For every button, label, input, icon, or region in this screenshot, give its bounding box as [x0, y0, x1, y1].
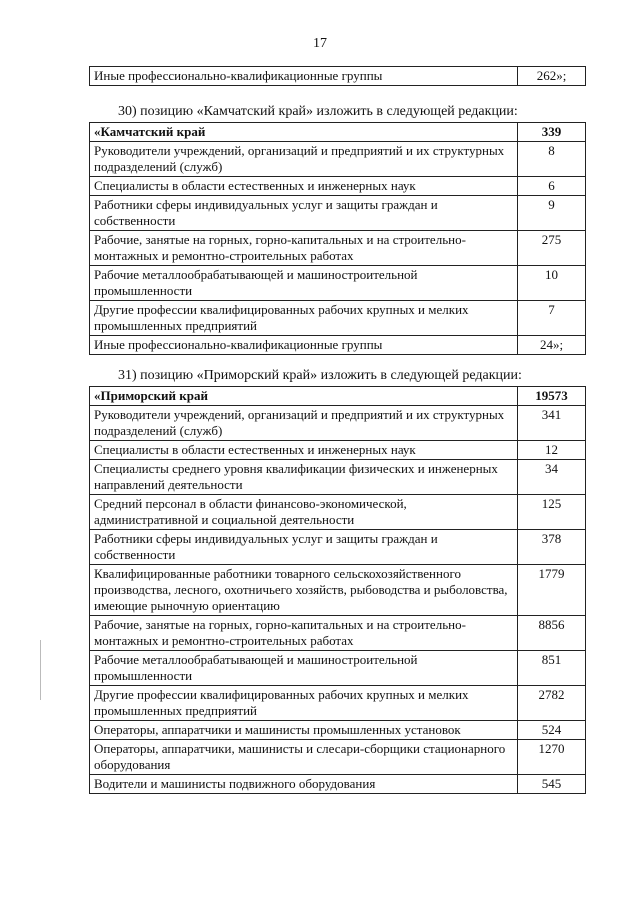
region-total: 339 — [518, 123, 586, 142]
kamchatka-table — [89, 122, 586, 355]
row-value: 2782 — [518, 686, 586, 721]
row-label: Иные профессионально-квалификационные группы — [90, 336, 518, 355]
table-row — [90, 406, 586, 441]
row-label: Специалисты в области естественных и инженерных наук — [90, 177, 518, 196]
row-value: 24»; — [518, 336, 586, 355]
table-row — [90, 266, 586, 301]
row-value: 262»; — [518, 67, 586, 86]
row-value: 1270 — [518, 740, 586, 775]
row-label: Средний персонал в области финансово-экономической, административной и социальной деятельности — [90, 495, 518, 530]
row-label: Рабочие, занятые на горных, горно-капитальных и на строительно-монтажных и ремонтно-строительных работах — [90, 231, 518, 266]
row-value: 7 — [518, 301, 586, 336]
row-label: Другие профессии квалифицированных рабочих крупных и мелких промышленных предприятий — [90, 686, 518, 721]
row-label: Специалисты среднего уровня квалификации физических и инженерных направлений деятельности — [90, 460, 518, 495]
row-label: Операторы, аппаратчики, машинисты и слесари-сборщики стационарного оборудования — [90, 740, 518, 775]
row-label: Работники сферы индивидуальных услуг и защиты граждан и собственности — [90, 530, 518, 565]
row-value: 545 — [518, 775, 586, 794]
table-row — [90, 616, 586, 651]
scan-margin-mark — [40, 640, 41, 700]
continuation-table — [89, 66, 586, 86]
table-row — [90, 530, 586, 565]
table-row — [90, 441, 586, 460]
row-label: Операторы, аппаратчики и машинисты промышленных установок — [90, 721, 518, 740]
row-label: Другие профессии квалифицированных рабочих крупных и мелких промышленных предприятий — [90, 301, 518, 336]
row-value: 125 — [518, 495, 586, 530]
table-row — [90, 460, 586, 495]
row-label: Работники сферы индивидуальных услуг и защиты граждан и собственности — [90, 196, 518, 231]
table-header-row — [90, 123, 586, 142]
row-label: Квалифицированные работники товарного сельскохозяйственного производства, лесного, охотничьего хозяйств, рыбоводства и рыболовства, имеющие рыночную ориентацию — [90, 565, 518, 616]
row-label: Рабочие, занятые на горных, горно-капитальных и на строительно-монтажных и ремонтно-строительных работах — [90, 616, 518, 651]
table-row — [90, 196, 586, 231]
row-value: 851 — [518, 651, 586, 686]
section-31-intro: 31) позицию «Приморский край» изложить в следующей редакции: — [118, 368, 522, 383]
row-label: Специалисты в области естественных и инженерных наук — [90, 441, 518, 460]
row-value: 12 — [518, 441, 586, 460]
primorye-table — [89, 386, 586, 794]
row-value: 378 — [518, 530, 586, 565]
row-label: Руководители учреждений, организаций и предприятий и их структурных подразделений (служб) — [90, 406, 518, 441]
table-row — [90, 301, 586, 336]
row-value: 524 — [518, 721, 586, 740]
row-value: 9 — [518, 196, 586, 231]
row-value: 34 — [518, 460, 586, 495]
table-row — [90, 231, 586, 266]
table-row — [90, 686, 586, 721]
row-value: 8856 — [518, 616, 586, 651]
table-row — [90, 721, 586, 740]
region-name: «Камчатский край — [90, 123, 518, 142]
row-value: 1779 — [518, 565, 586, 616]
region-total: 19573 — [518, 387, 586, 406]
table-row — [90, 740, 586, 775]
row-value: 10 — [518, 266, 586, 301]
row-value: 341 — [518, 406, 586, 441]
region-name: «Приморский край — [90, 387, 518, 406]
table-row — [90, 775, 586, 794]
row-label: Иные профессионально-квалификационные группы — [90, 67, 518, 86]
table-row — [90, 565, 586, 616]
table-row — [90, 142, 586, 177]
table-row — [90, 177, 586, 196]
table-row — [90, 495, 586, 530]
table-row — [90, 651, 586, 686]
section-30-intro: 30) позицию «Камчатский край» изложить в следующей редакции: — [118, 104, 518, 119]
table-header-row — [90, 387, 586, 406]
table-row — [90, 67, 586, 86]
row-label: Рабочие металлообрабатывающей и машиностроительной промышленности — [90, 651, 518, 686]
row-value: 275 — [518, 231, 586, 266]
row-label: Руководители учреждений, организаций и предприятий и их структурных подразделений (служб) — [90, 142, 518, 177]
page-number: 17 — [313, 36, 327, 51]
table-row — [90, 336, 586, 355]
row-value: 6 — [518, 177, 586, 196]
row-value: 8 — [518, 142, 586, 177]
row-label: Водители и машинисты подвижного оборудования — [90, 775, 518, 794]
row-label: Рабочие металлообрабатывающей и машиностроительной промышленности — [90, 266, 518, 301]
